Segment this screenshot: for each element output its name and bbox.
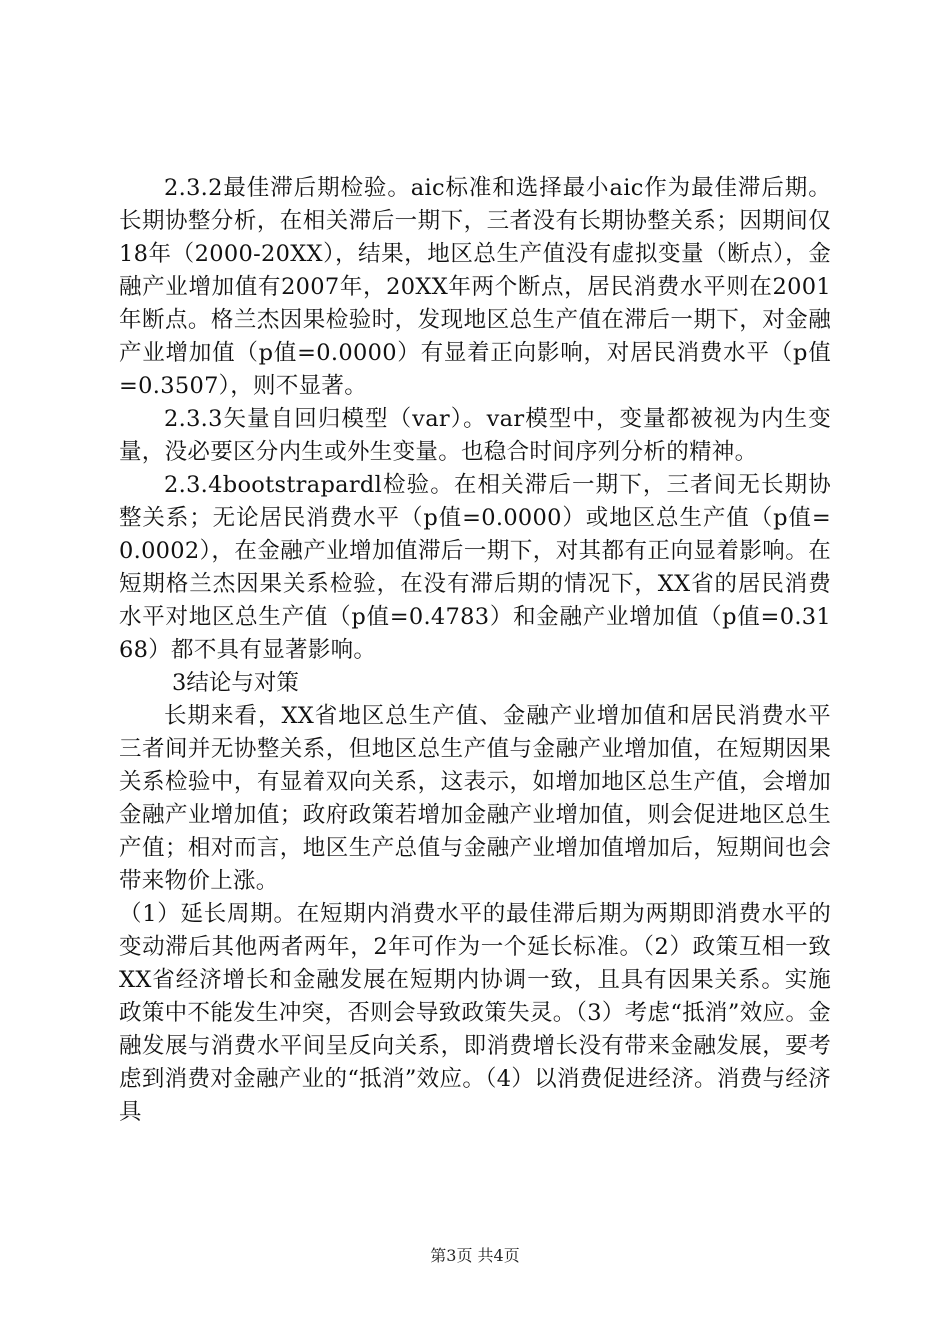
conclusion-paragraph: 长期来看，XX省地区总生产值、金融产业增加值和居民消费水平三者间并无协整关系，但地区总生产值与金融产业增加值，在短期因果关系检验中，有显着双向关系，这表示，如增加地区总生产值，会增加金融产业增加值；政府政策若增加金融产业增加值，则会促进地区总生产值；相对而言，地区生产总值与金融产业增加值增加后，短期间也会带来物价上涨。 [119,703,831,894]
document-body [119,172,831,1129]
page-footer: 第3页 共4页 [430,1246,520,1265]
paragraph-2-3-4: 2.3.4bootstrapardl检验。在相关滞后一期下，三者间无长期协整关系；无论居民消费水平（p值=0.0000）或地区总生产值（p值=0.0002），在金融产业增加值滞后一期下，对其都有正向显着影响。在短期格兰杰因果关系检验，在没有滞后期的情况下，XX省的居民消费水平对地区总生产值（p值=0.4783）和金融产业增加值（p值=0.3168）都不具有显著影响。 [119,472,831,663]
paragraph-2-3-3: 2.3.3矢量自回归模型（var）。var模型中，变量都被视为内生变量，没必要区分内生或外生变量。也稳合时间序列分析的精神。 [119,406,831,465]
paragraph-2-3-2: 2.3.2最佳滞后期检验。aic标准和选择最小aic作为最佳滞后期。长期协整分析，在相关滞后一期下，三者没有长期协整关系；因期间仅18年（2000-20XX），结果，地区总生产值没有虚拟变量（断点），金融产业增加值有2007年，20XX年两个断点，居民消费水平则在2001年断点。格兰杰因果检验时，发现地区总生产值在滞后一期下，对金融产业增加值（p值=0.0000）有显着正向影响，对居民消费水平（p值=0.3507），则不显著。 [119,175,831,399]
section-heading: 3结论与对策 [172,670,299,696]
measures-paragraph: （1）延长周期。在短期内消费水平的最佳滞后期为两期即消费水平的变动滞后其他两者两年，2年可作为一个延长标准。（2）政策互相一致XX省经济增长和金融发展在短期内协调一致，且具有因果关系。实施政策中不能发生冲突，否则会导致政策失灵。（3）考虑“抵消”效应。金融发展与消费水平间呈反向关系，即消费增长没有带来金融发展，要考虑到消费对金融产业的“抵消”效应。（4）以消费促进经济。消费与经济具 [119,901,831,1125]
